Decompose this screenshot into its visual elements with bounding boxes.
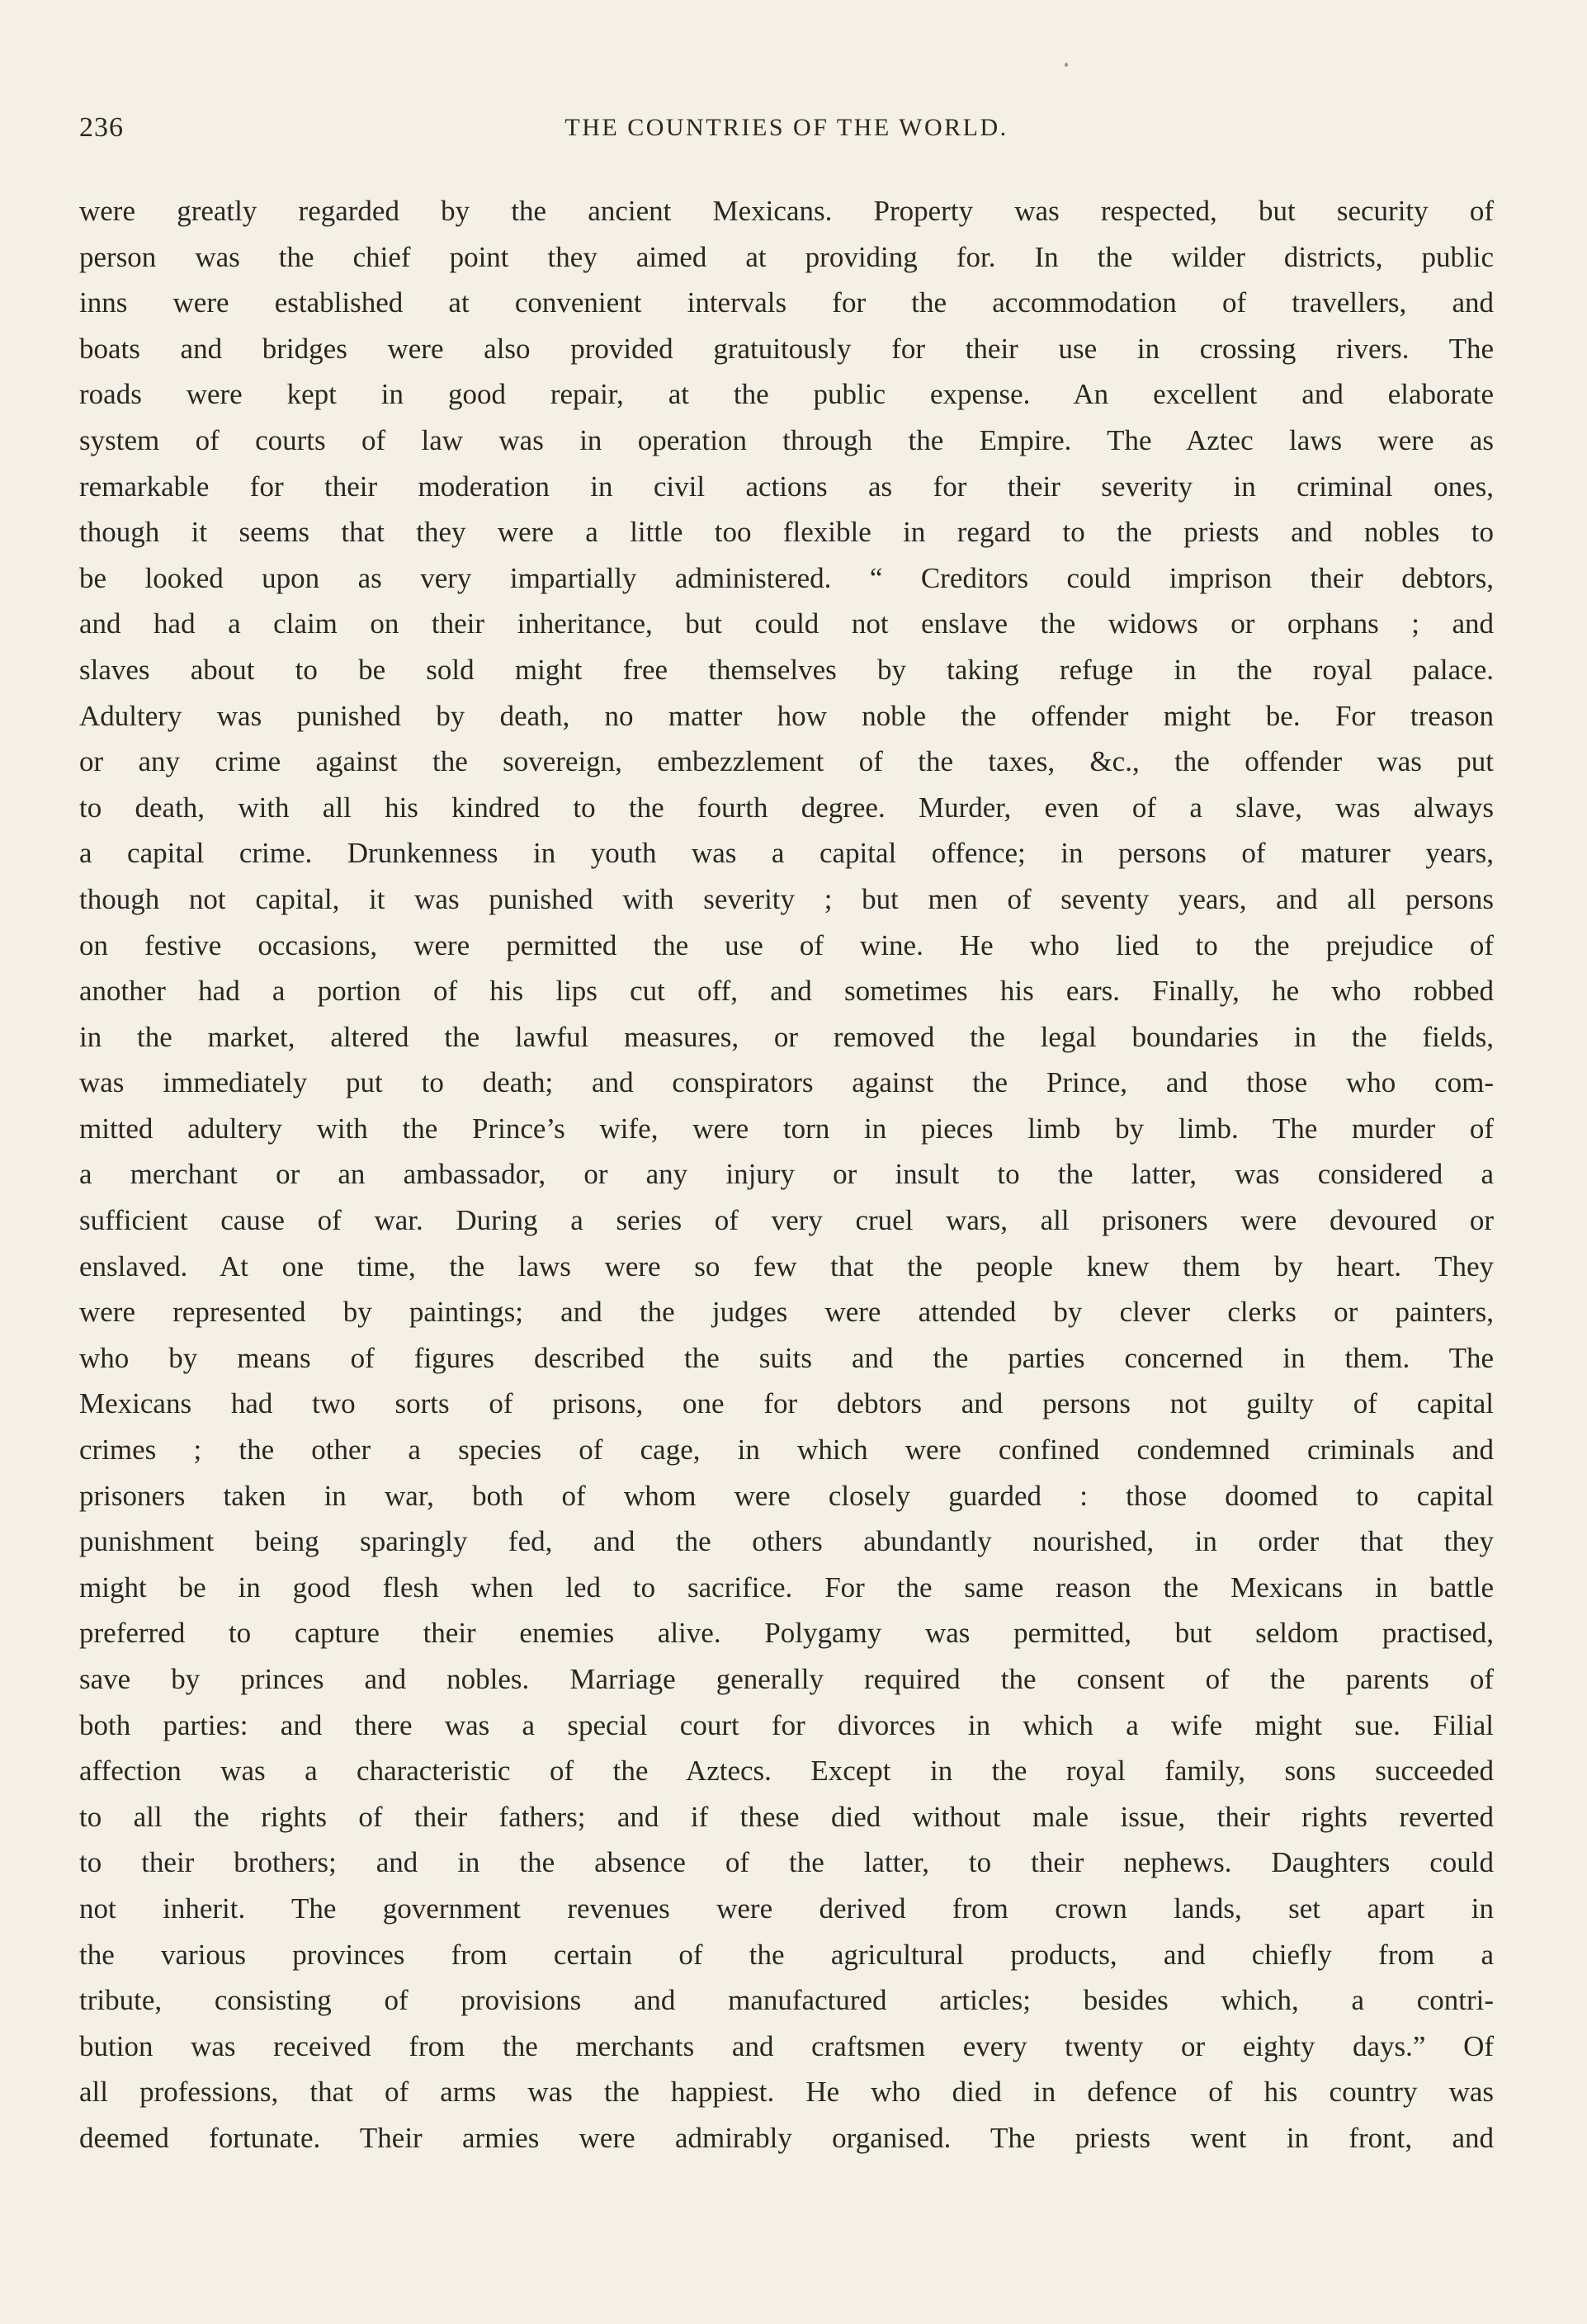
text-line: be looked upon as very impartially administered. “ Creditors could imprison their debtors,	[79, 561, 1494, 594]
text-line: roads were kept in good repair, at the public expense. An excellent and elaborate	[79, 378, 1494, 411]
text-line: deemed fortunate. Their armies were admirably organised. The priests went in front, and	[79, 2121, 1494, 2154]
body-text	[79, 188, 1494, 2161]
text-line: person was the chief point they aimed at providing for. In the wilder districts, public	[79, 240, 1494, 273]
text-line: remarkable for their moderation in civil actions as for their severity in criminal ones,	[79, 470, 1494, 503]
text-line: in the market, altered the lawful measures, or removed the legal boundaries in the fields,	[79, 1020, 1494, 1053]
text-line: might be in good flesh when led to sacrifice. For the same reason the Mexicans in battle	[79, 1571, 1494, 1604]
text-line: not inherit. The government revenues were derived from crown lands, set apart in	[79, 1892, 1494, 1925]
text-line: a merchant or an ambassador, or any injury or insult to the latter, was considered a	[79, 1158, 1494, 1191]
text-line: enslaved. At one time, the laws were so few that the people knew them by heart. They	[79, 1249, 1494, 1282]
running-title: THE COUNTRIES OF THE WORLD.	[564, 114, 1008, 141]
text-line: to their brothers; and in the absence of the latter, to their nephews. Daughters could	[79, 1846, 1494, 1879]
text-line: though it seems that they were a little too flexible in regard to the priests and nobles to	[79, 516, 1494, 549]
text-line: who by means of figures described the suits and the parties concerned in them. The	[79, 1341, 1494, 1374]
text-line: to all the rights of their fathers; and if these died without male issue, their rights reverted	[79, 1800, 1494, 1833]
text-line: boats and bridges were also provided gratuitously for their use in crossing rivers. The	[79, 332, 1494, 365]
text-line: system of courts of law was in operation through the Empire. The Aztec laws were as	[79, 423, 1494, 456]
text-line: save by princes and nobles. Marriage generally required the consent of the parents of	[79, 1663, 1494, 1695]
text-line: and had a claim on their inheritance, but could not enslave the widows or orphans ; and	[79, 607, 1494, 640]
text-line: prisoners taken in war, both of whom were closely guarded : those doomed to capital	[79, 1479, 1494, 1512]
text-line: though not capital, it was punished with severity ; but men of seventy years, and all persons	[79, 882, 1494, 915]
text-line: bution was received from the merchants and craftsmen every twenty or eighty days.” Of	[79, 2029, 1494, 2062]
text-line: was immediately put to death; and conspirators against the Prince, and those who com-	[79, 1066, 1494, 1099]
text-line: all professions, that of arms was the happiest. He who died in defence of his country was	[79, 2076, 1494, 2109]
text-line: were greatly regarded by the ancient Mexicans. Property was respected, but security of	[79, 195, 1494, 227]
page-number: 236	[79, 112, 124, 143]
text-line: were represented by paintings; and the judges were attended by clever clerks or painters,	[79, 1296, 1494, 1329]
text-line: the various provinces from certain of the agricultural products, and chiefly from a	[79, 1938, 1494, 1971]
running-header	[79, 112, 1494, 149]
text-line: mitted adultery with the Prince’s wife, were torn in pieces limb by limb. The murder of	[79, 1112, 1494, 1145]
text-line: both parties: and there was a special court for divorces in which a wife might sue. Filial	[79, 1708, 1494, 1741]
text-line: Adultery was punished by death, no matter how noble the offender might be. For treason	[79, 699, 1494, 732]
text-line: another had a portion of his lips cut off, and sometimes his ears. Finally, he who robbed	[79, 975, 1494, 1008]
text-line: crimes ; the other a species of cage, in which were confined condemned criminals and	[79, 1434, 1494, 1467]
text-line: sufficient cause of war. During a series of very cruel wars, all prisoners were devoured or	[79, 1204, 1494, 1237]
text-line: to death, with all his kindred to the fourth degree. Murder, even of a slave, was always	[79, 791, 1494, 824]
text-line: slaves about to be sold might free themselves by taking refuge in the royal palace.	[79, 653, 1494, 686]
text-line: a capital crime. Drunkenness in youth was a capital offence; in persons of maturer years,	[79, 837, 1494, 870]
text-line: or any crime against the sovereign, embezzlement of the taxes, &c., the offender was put	[79, 745, 1494, 778]
text-line: affection was a characteristic of the Aztecs. Except in the royal family, sons succeeded	[79, 1755, 1494, 1788]
text-line: punishment being sparingly fed, and the others abundantly nourished, in order that they	[79, 1525, 1494, 1558]
ink-speck	[1065, 63, 1068, 67]
text-line: preferred to capture their enemies alive. Polygamy was permitted, but seldom practised,	[79, 1617, 1494, 1650]
text-line: Mexicans had two sorts of prisons, one for debtors and persons not guilty of capital	[79, 1387, 1494, 1420]
text-line: inns were established at convenient intervals for the accommodation of travellers, and	[79, 286, 1494, 319]
text-line: tribute, consisting of provisions and manufactured articles; besides which, a contri-	[79, 1984, 1494, 2017]
text-line: on festive occasions, were permitted the use of wine. He who lied to the prejudice of	[79, 928, 1494, 961]
